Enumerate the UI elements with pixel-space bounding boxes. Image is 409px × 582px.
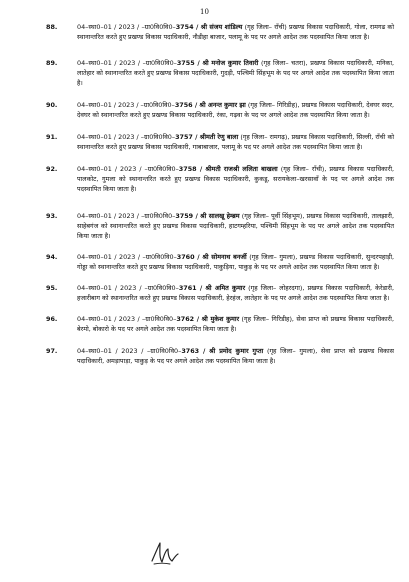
entry-number: 89. — [46, 59, 58, 67]
order-body: (गृह जिला– लोहरदगा), प्रखण्ड विकास पदाधिकारी, केरेडारी, हजारीबाग को स्थानान्तरित करते हुए प्रखण्ड विकास पदाधिकारी, हेरहंज, लातेहार के पद पर अगले आदेश तक पदस्थापित किया जाता है। — [77, 284, 394, 302]
order-body: (गृह जिला– राँची), प्रखण्ड विकास पदाधिकारी, पालकोट, गुमला को स्थानान्तरित करते हुए प्रखण्ड विकास पदाधिकारी, कुकडू, सरायकेला–खरसावाँ के पद पर अगले आदेश तक पदस्थापित किया जाता है। — [77, 165, 395, 193]
memo-number: 3755 — [176, 59, 195, 67]
entry-text — [77, 347, 394, 365]
memo-number: 3756 — [174, 101, 193, 109]
order-body: (गृह जिला– रामगढ़), प्रखण्ड विकास पदाधिकारी, सिल्ली, राँची को स्थानान्तरित करते हुए प्रखण्ड विकास पदाधिकारी, गाबाबाजार, पलामू के पद पर अगले आदेश तक पदस्थापित किया जाता है। — [77, 133, 395, 151]
officer-name: / श्री मनोज कुमार तिवारी — [194, 59, 259, 67]
entry-text — [77, 253, 394, 271]
order-body: (गृह जिला– पूर्वी सिंहभूम), प्रखण्ड विकास पदाधिकारी, तालझारी, साहेबगंज को स्थानान्तरित करते हुए प्रखण्ड विकास पदाधिकारी, हाटगम्हरिया, पश्चिमी सिंहभूम के पद पर अगले आदेश तक पदस्थापित किया जाता है। — [77, 212, 394, 240]
memo-number: 3759 — [175, 212, 194, 220]
transfer-entry — [46, 22, 394, 42]
officer-name: / श्री प्रमोद कुमार गुप्ता — [199, 347, 264, 355]
order-body: (गृह जिला– गिरिडीह), सेवा प्राप्त को प्रखण्ड विकास पदाधिकारी, बेरमो, बोकारो के पद पर अगले आदेश तक पदस्थापित किया जाता है। — [77, 315, 394, 333]
officer-name: / श्रीमती राजश्री ललिता बाखला — [196, 165, 278, 173]
entry-number: 96. — [46, 315, 58, 323]
entry-text — [77, 284, 394, 302]
order-body: (गृह जिला– गुमला), सेवा प्राप्त को प्रखण्ड विकास पदाधिकारी, अमड़ापाड़ा, पाकुड़ के पद पर अगले आदेश तक पदस्थापित किया जाता है। — [77, 347, 394, 365]
entry-number: 93. — [46, 212, 58, 220]
order-reference: 04–स्था0–01 / 2023 / –ग्रा0वि0वि0– — [77, 315, 177, 323]
transfer-entry — [46, 252, 394, 272]
entry-text — [77, 101, 394, 119]
transfer-entry — [46, 58, 394, 88]
signature-icon — [150, 540, 180, 568]
memo-number: 3760 — [176, 253, 195, 261]
order-body: (गृह जिला– गिरिडीह), प्रखण्ड विकास पदाधिकारी, देवघर सदर, देवघर को स्थानान्तरित करते हुए प्रखण्ड विकास पदाधिकारी, रंका, गढ़वा के पद पर अगले आदेश तक पदस्थापित किया जाता है। — [77, 101, 394, 119]
transfer-entry — [46, 346, 394, 366]
order-body: (गृह जिला– राँची) प्रखण्ड विकास पदाधिकारी, गोला, रामगढ को स्थानान्तरित करते हुए प्रखण्ड विकास पदाधिकारी, नौडीहा बाजार, पलामू के पद पर अगले आदेश तक पदस्थापित किया जाता है। — [77, 23, 394, 41]
transfer-order-list — [46, 22, 394, 366]
memo-number: 3761 — [178, 284, 197, 292]
transfer-entry — [46, 100, 394, 120]
order-reference: 04–स्था0–01 / 2023 / –ग्रा0वि0वि0– — [77, 23, 176, 31]
order-body: (गृह जिला– गुमला), प्रखण्ड विकास पदाधिकारी, सुन्दरपहाड़ी, गोड्डा को स्थानान्तरित करते हुए प्रखण्ड विकास पदाधिकारी, पाकुड़िया, पाकुड़ के पद पर अगले आदेश तक पदस्थापित किया जाता है। — [77, 253, 395, 271]
memo-number: 3762 — [176, 315, 195, 323]
memo-number: 3757 — [175, 133, 193, 141]
transfer-entry — [46, 132, 394, 152]
memo-number: 3758 — [178, 165, 197, 173]
entry-text — [77, 212, 394, 240]
entry-number: 88. — [46, 23, 58, 31]
officer-name: / श्री मुकेश कुमार — [194, 315, 240, 323]
officer-name: / श्रीमती रेणु बाला — [192, 133, 239, 141]
entry-text — [77, 315, 394, 333]
order-reference: 04–स्था0–01 / 2023 / –ग्रा0वि0वि0– — [77, 253, 177, 261]
entry-text — [77, 59, 394, 87]
entry-number: 95. — [46, 284, 58, 292]
memo-number: 3754 — [175, 23, 194, 31]
order-reference: 04–स्था0–01 / 2023 / –ग्रा0वि0वि0– — [77, 165, 179, 173]
entry-text — [77, 23, 394, 41]
page-number: 10 — [200, 8, 209, 16]
entry-number: 90. — [46, 101, 58, 109]
memo-number: 3763 — [181, 347, 200, 355]
transfer-entry — [46, 283, 394, 303]
officer-name: / श्री सालखू हेम्ब्रम — [193, 212, 240, 220]
officer-name: / श्री अमित कुमार — [196, 284, 246, 292]
entry-number: 91. — [46, 133, 58, 141]
entry-text — [77, 165, 394, 193]
order-reference: 04–स्था0–01 / 2023 / –ग्रा0वि0वि0– — [77, 347, 182, 355]
order-reference: 04–स्था0–01 / 2023 / –ग्रा0वि0वि0– — [77, 101, 175, 109]
entry-number: 92. — [46, 165, 58, 173]
order-reference: 04–स्था0–01 / 2023 / –ग्रा0वि0वि0– — [77, 133, 176, 141]
order-reference: 04–स्था0–01 / 2023 / –ग्रा0वि0वि0– — [77, 212, 176, 220]
officer-name: / श्री अनन्त कुमार झा — [192, 101, 246, 109]
order-body: (गृह जिला– चतरा), प्रखण्ड विकास पदाधिकारी, मनिका, लातेहार को स्थानान्तरित करते हुए प्रखण्ड विकास पदाधिकारी, गुदड़ी, पश्चिमी सिंहभूम के पद पर अगले आदेश तक पदस्थापित किया जाता है। — [77, 59, 395, 87]
entry-number: 97. — [46, 347, 58, 355]
officer-name: / श्री संजय शांडिल्य — [193, 23, 243, 31]
entry-text — [77, 133, 394, 151]
officer-name: / श्री सोमनाथ बनर्जी — [194, 253, 247, 261]
order-reference: 04–स्था0–01 / 2023 / –ग्रा0वि0वि0– — [77, 284, 179, 292]
transfer-entry — [46, 164, 394, 194]
transfer-entry — [46, 211, 394, 241]
entry-number: 94. — [46, 253, 58, 261]
transfer-entry — [46, 314, 394, 334]
order-reference: 04–स्था0–01 / 2023 / –ग्रा0वि0वि0– — [77, 59, 177, 67]
